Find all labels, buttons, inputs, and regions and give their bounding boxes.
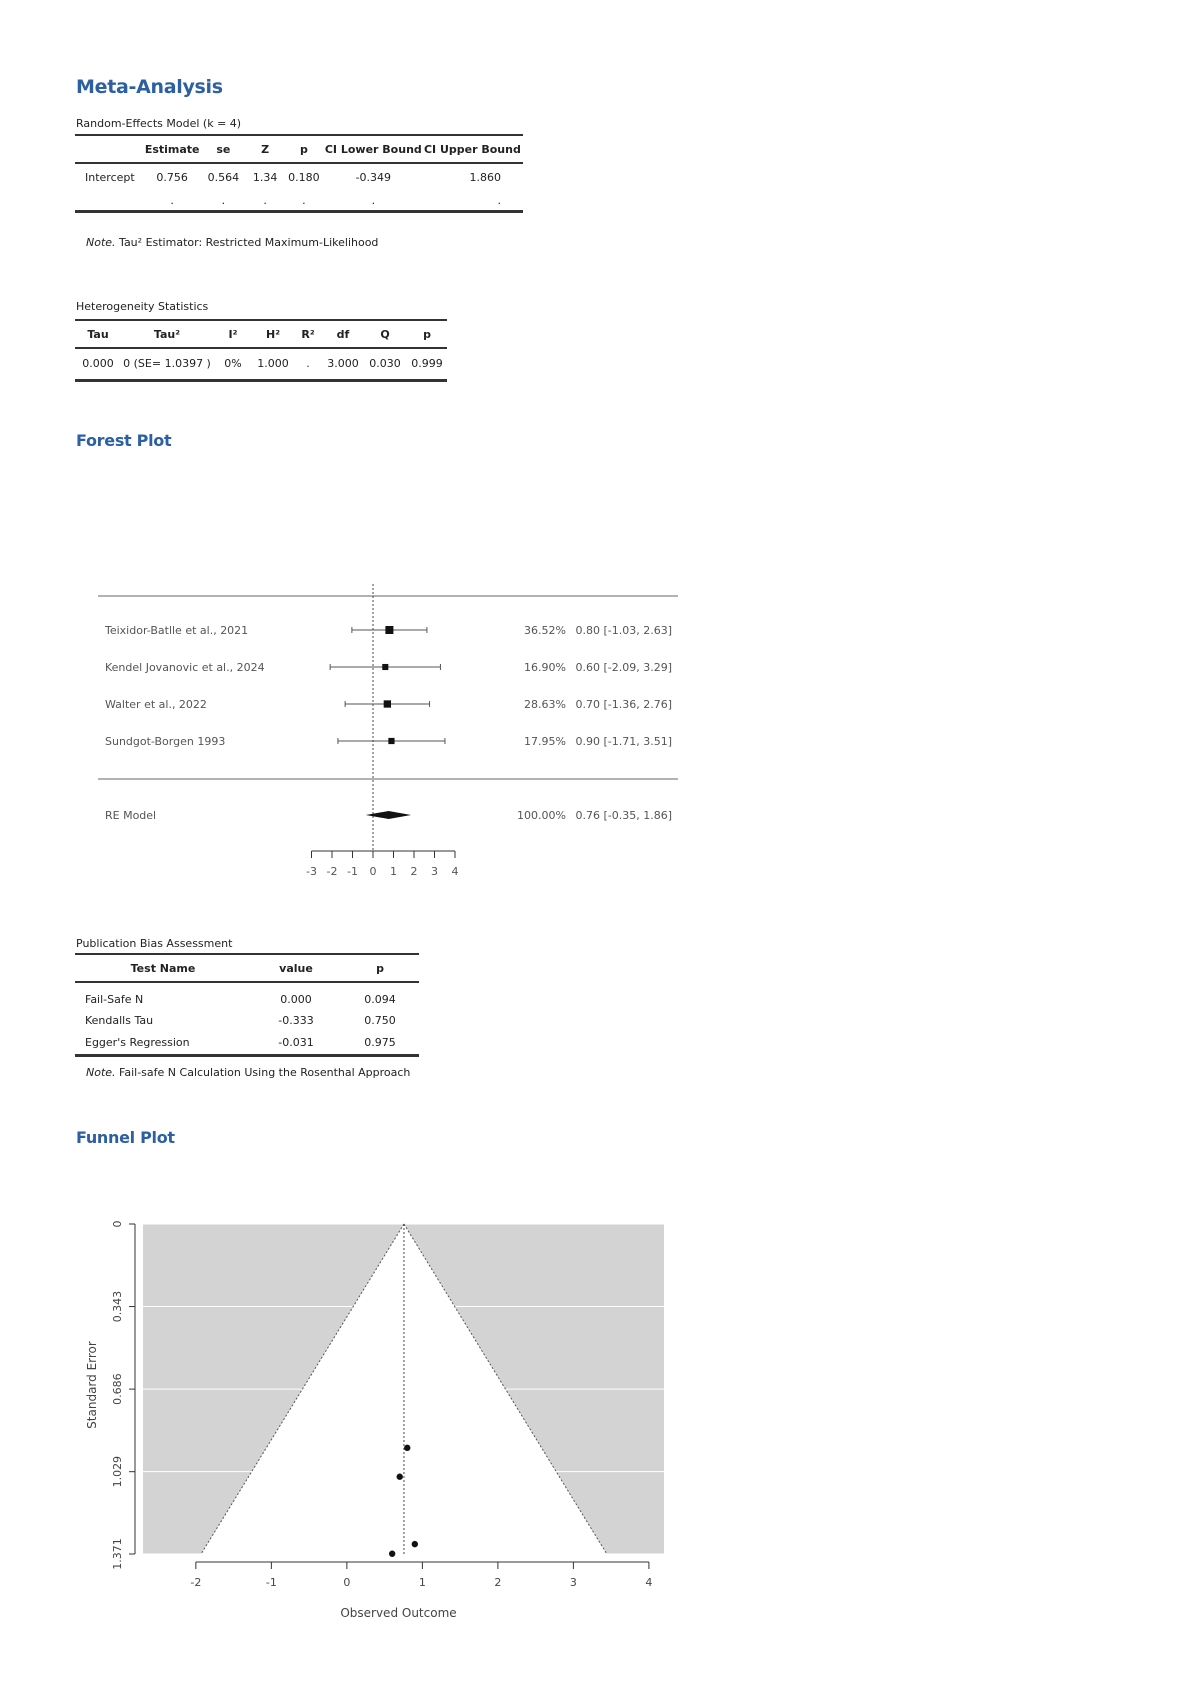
funnel-y-tick-label: 0 [111,1220,124,1228]
model-cell: . [283,191,325,211]
model-col-0 [75,135,145,163]
het-col-tau2: Tau² [121,320,213,348]
het-cell: 3.000 [323,348,363,380]
model-col-estimate: Estimate [145,135,200,163]
model-col-ci-upper: CI Upper Bound [422,135,523,163]
model-cell: 1.860 [469,171,501,184]
table-row [75,191,523,211]
model-col-p: p [283,135,325,163]
forest-x-tick-label: 0 [369,865,377,878]
forest-summary-label: RE Model [105,809,157,822]
table-row [75,982,419,1010]
het-col-q: Q [363,320,407,348]
forest-weight-label: 28.63% [524,698,566,711]
funnel-point [389,1551,395,1557]
het-col-tau: Tau [75,320,121,348]
het-cell: 0.000 [75,348,121,380]
model-cell: -0.349 [355,171,392,184]
funnel-x-tick-label: -1 [265,1576,277,1589]
bias-col-test: Test Name [75,954,251,982]
forest-point-estimate [384,700,391,707]
bias-table [75,953,419,1057]
bias-p: 0.750 [364,1014,396,1027]
het-col-df: df [323,320,363,348]
forest-x-tick-label: 1 [390,865,397,878]
funnel-point [404,1445,410,1451]
het-col-p: p [407,320,447,348]
funnel-x-tick-label: 4 [645,1576,653,1589]
forest-weight-label: 17.95% [524,735,566,748]
table-row [75,1010,419,1031]
forest-plot [0,580,700,880]
model-cell: . [247,191,283,211]
forest-study-label: Teixidor-Batlle et al., 2021 [105,624,249,637]
table-row [75,1031,419,1055]
model-cell [75,191,145,211]
model-note-label: Note. [86,236,116,249]
model-table [75,134,523,213]
model-col-se: se [200,135,248,163]
model-cell: . [145,191,200,211]
het-cell: . [293,348,323,380]
table-row [75,348,447,380]
funnel-y-tick-label: 1.029 [111,1455,124,1488]
bias-p: 0.975 [341,1031,419,1055]
bias-p: 0.094 [364,993,396,1006]
model-cell: 0.180 [288,171,320,184]
funnel-plot [0,1200,700,1620]
funnel-y-tick-label: 0.686 [111,1373,124,1405]
bias-test-name: Kendalls Tau [85,1014,154,1027]
forest-x-tick-label: 3 [431,865,438,878]
funnel-x-tick-label: -2 [190,1576,202,1589]
forest-plot-heading: Forest Plot [76,431,172,450]
forest-weight-label: 36.52% [524,624,566,637]
het-col-h2: H² [253,320,293,348]
model-col-z: Z [247,135,283,163]
forest-study-label: Sundgot-Borgen 1993 [105,735,226,748]
funnel-y-tick-label: 0.343 [111,1290,124,1323]
bias-col-p: p [341,954,419,982]
forest-study-label: Kendel Jovanovic et al., 2024 [105,661,265,674]
forest-x-tick-label: 2 [410,865,418,878]
funnel-x-tick-label: 1 [418,1576,426,1589]
funnel-x-axis-label: Observed Outcome [340,1606,457,1620]
model-table-caption: Random-Effects Model (k = 4) [76,117,242,130]
funnel-y-axis-label: Standard Error [85,1341,99,1429]
bias-value: 0.000 [280,993,312,1006]
funnel-y-tick-label: 1.371 [111,1538,124,1570]
forest-study-label: Walter et al., 2022 [105,698,207,711]
het-col-i2: I² [213,320,253,348]
forest-x-tick-label: -2 [326,865,338,878]
het-cell: 1.000 [253,348,293,380]
page-title: Meta-Analysis [76,76,223,98]
het-cell: 0 (SE= 1.0397 ) [121,348,213,380]
model-cell: 0.564 [207,171,240,184]
funnel-x-tick-label: 2 [494,1576,502,1589]
het-col-r2: R² [293,320,323,348]
forest-ci-label: 0.80 [-1.03, 2.63] [575,624,672,637]
forest-summary-weight: 100.00% [517,809,566,822]
forest-weight-label: 16.90% [524,661,566,674]
bias-test-name: Fail-Safe N [85,993,144,1006]
model-cell: 0.756 [156,171,188,184]
forest-point-estimate [388,738,394,744]
heterogeneity-table-caption: Heterogeneity Statistics [76,300,209,313]
heterogeneity-table [75,319,447,382]
forest-point-estimate [385,626,393,634]
forest-point-estimate [382,664,388,670]
bias-col-value: value [251,954,341,982]
forest-ci-label: 0.90 [-1.71, 3.51] [575,735,672,748]
model-cell: 1.34 [252,171,278,184]
model-table-note [86,236,378,249]
het-cell: 0.999 [407,348,447,380]
het-cell: 0.030 [363,348,407,380]
bias-note-text: Fail-safe N Calculation Using the Rosenthal Approach [119,1066,411,1079]
forest-summary-ci: 0.76 [-0.35, 1.86] [575,809,672,822]
funnel-plot-heading: Funnel Plot [76,1128,175,1147]
bias-note-label: Note. [86,1066,116,1079]
bias-test-name: Egger's Regression [75,1031,251,1055]
model-row-label: Intercept [85,171,135,184]
bias-table-note [86,1066,410,1079]
bias-value: -0.031 [251,1031,341,1055]
model-cell: . [422,191,523,211]
funnel-point [397,1474,403,1480]
funnel-point [412,1541,418,1547]
model-cell: . [200,191,248,211]
forest-x-tick-label: -3 [306,865,317,878]
bias-value: -0.333 [278,1014,314,1027]
het-cell: 0% [213,348,253,380]
model-note-text: Tau² Estimator: Restricted Maximum-Likelihood [119,236,379,249]
forest-ci-label: 0.60 [-2.09, 3.29] [575,661,672,674]
model-col-ci-lower: CI Lower Bound [325,135,422,163]
forest-x-tick-label: 4 [451,865,459,878]
forest-x-tick-label: -1 [347,865,358,878]
forest-ci-label: 0.70 [-1.36, 2.76] [575,698,672,711]
table-row [75,163,523,191]
bias-table-caption: Publication Bias Assessment [76,937,233,950]
model-cell: . [325,191,422,211]
funnel-x-tick-label: 0 [343,1576,351,1589]
funnel-x-tick-label: 3 [569,1576,577,1589]
